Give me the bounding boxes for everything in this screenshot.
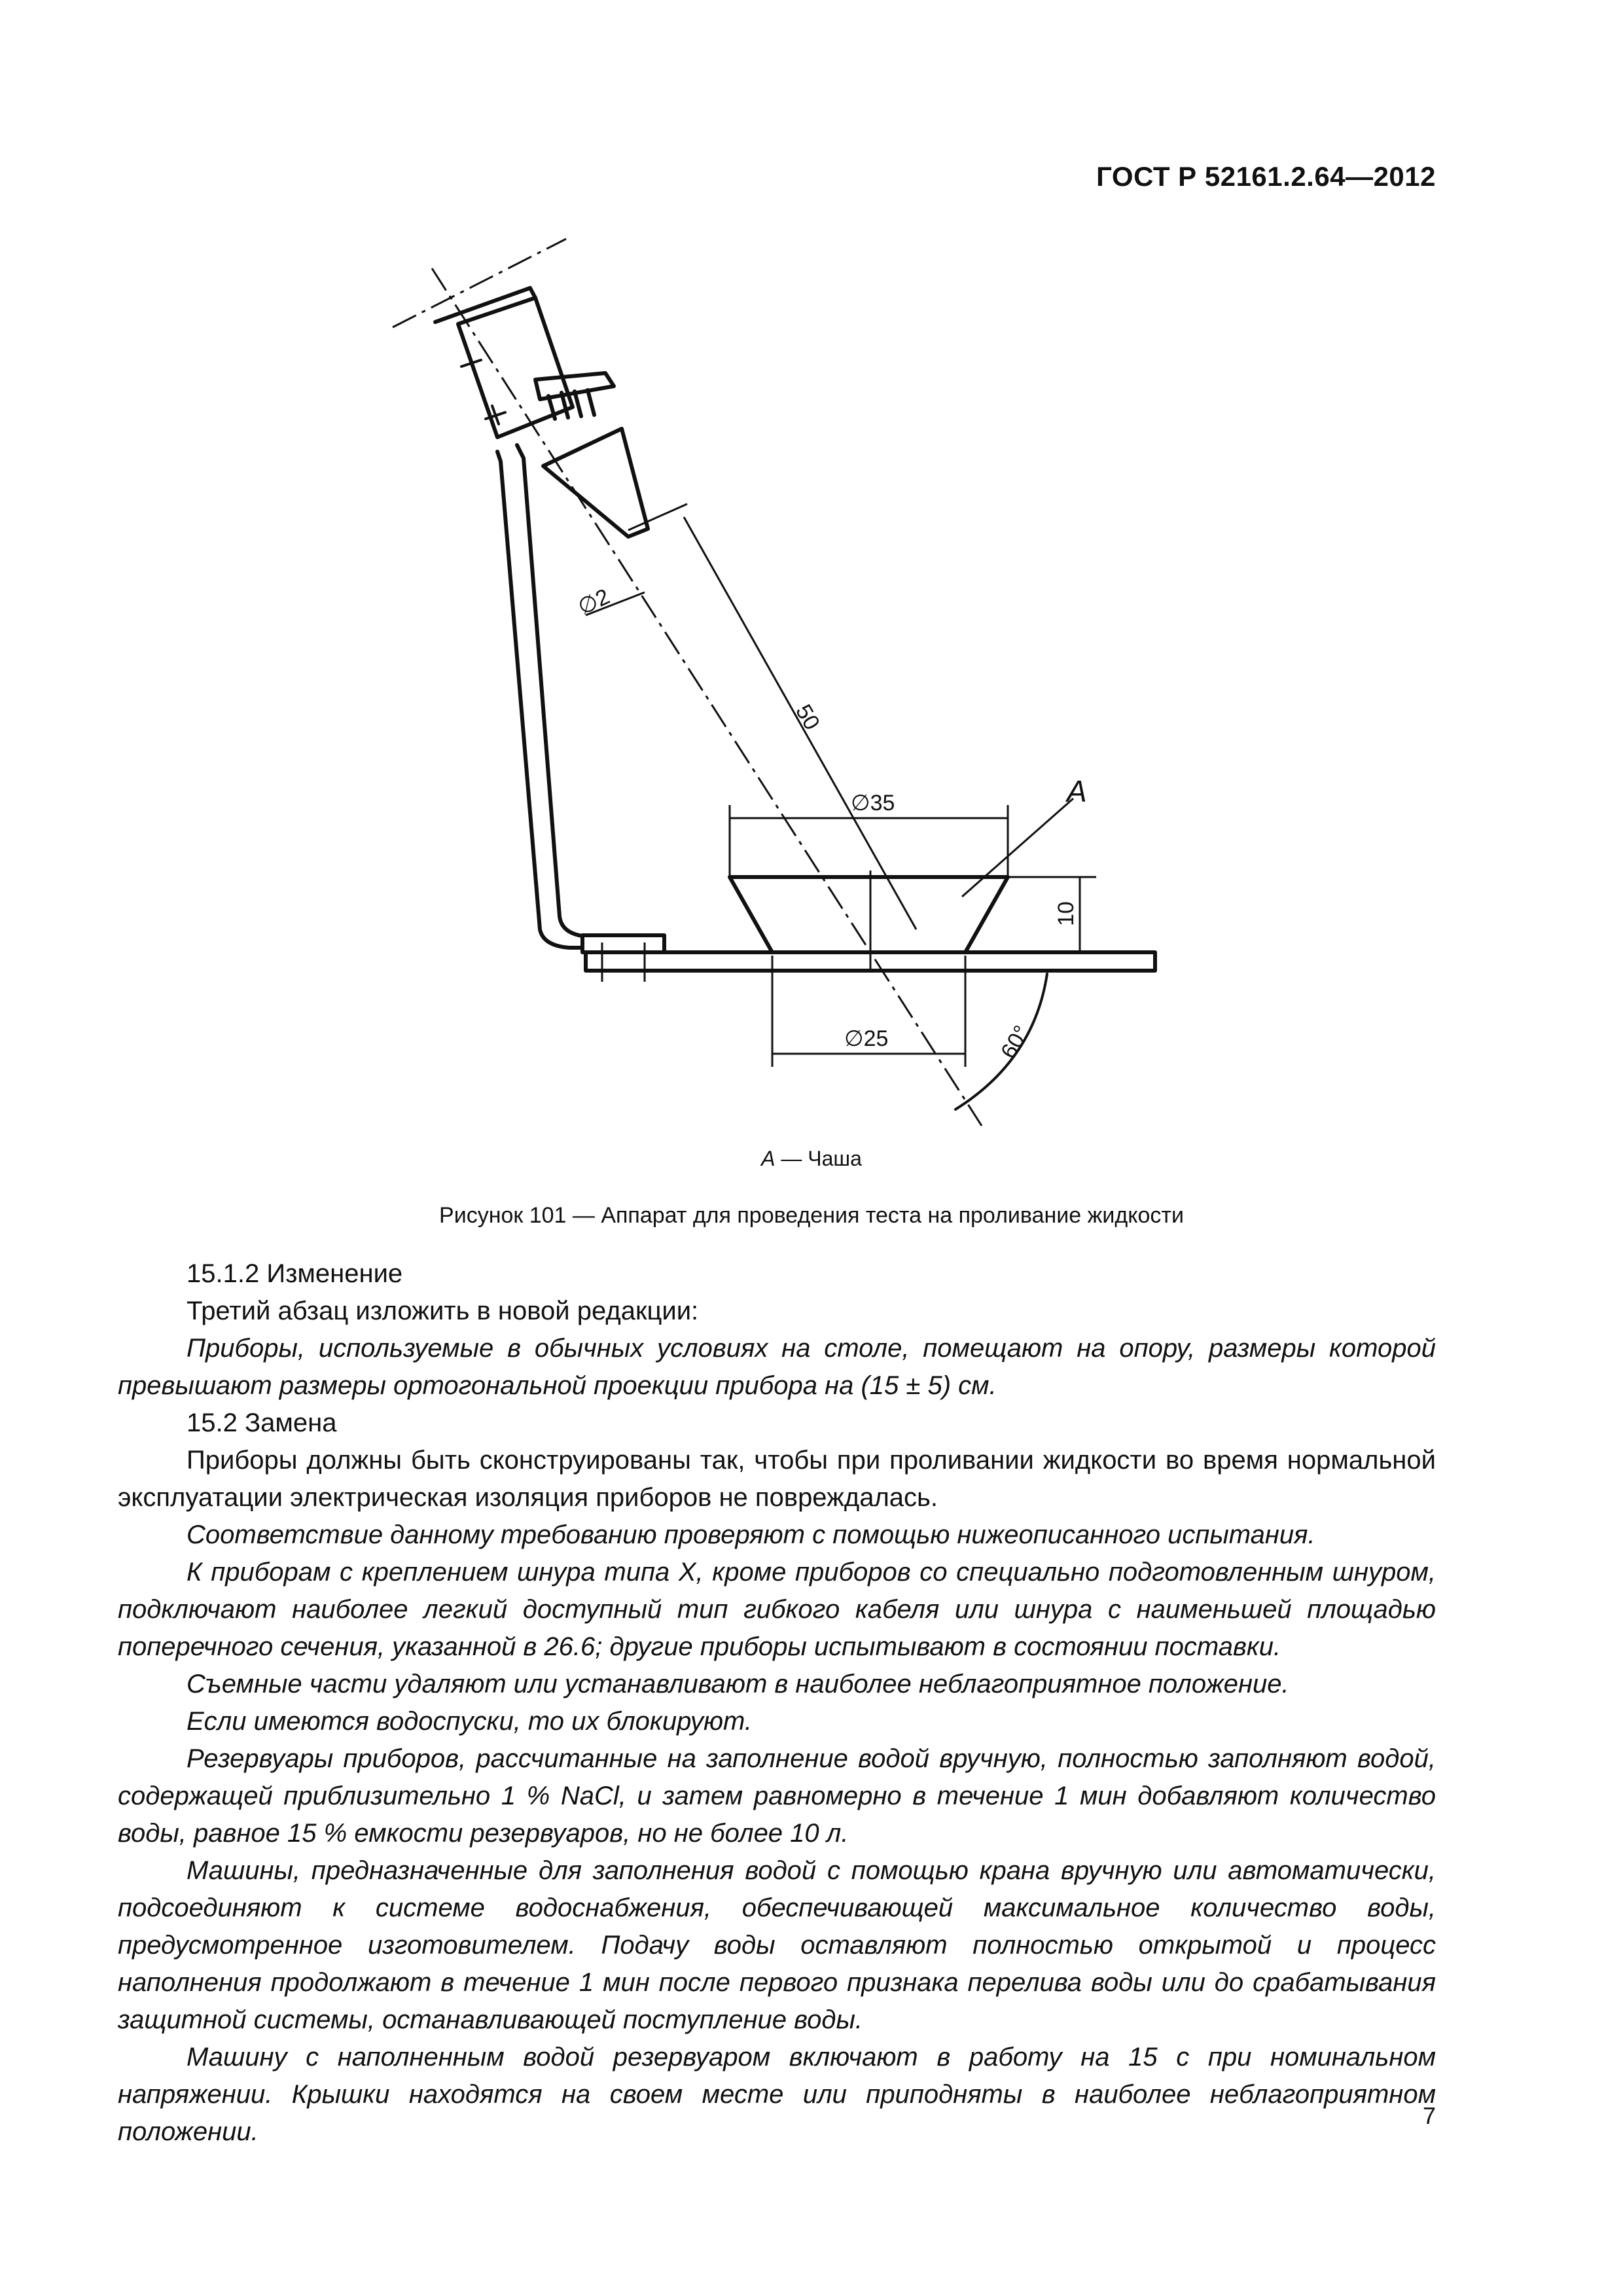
paragraph: Машины, предназначенные для заполнения водой с помощью крана вручную или автоматически, подсоединяют к системе водоснабжения, обеспечивающей максимальное количество воды, предусмотренное изготовителем. Подачу воды оставляют полностью открытой и процесс наполнения продолжают в течение 1 мин после первого признака перелива воды или до срабатывания защитной системы, останавливающей поступление воды. — [118, 1856, 1436, 2034]
dim-d25: ∅25 — [844, 1026, 889, 1051]
label-a: A — [1067, 774, 1087, 808]
paragraph: К приборам с креплением шнура типа X, кроме приборов со специально подготовленным шнуром, подключают наиболее легкий доступный тип гибкого кабеля или шнура с наименьшей площадью поперечного сечения, указанной в 26.6; другие приборы испытывают в состоянии поставки. — [118, 1558, 1436, 1661]
paragraph: 15.2 Замена — [187, 1408, 337, 1437]
figure-caption: Рисунок 101 — Аппарат для проведения теста на проливание жидкости — [439, 1203, 1184, 1228]
dim-60: 60° — [996, 1021, 1035, 1063]
paragraph: Если имеются водоспуски, то их блокируют. — [187, 1707, 753, 1736]
dim-d35: ∅35 — [851, 791, 895, 816]
dim-10: 10 — [1054, 901, 1079, 926]
paragraph: Третий абзац изложить в новой редакции: — [187, 1297, 699, 1325]
body-text — [118, 1255, 1436, 2151]
page-number: 7 — [1422, 2102, 1436, 2129]
paragraph: Соответствие данному требованию проверяют с помощью нижеописанного испытания. — [187, 1520, 1315, 1549]
dim-50: 50 — [791, 700, 825, 734]
nozzle-cone — [543, 429, 648, 537]
paragraph: Машину с наполненным водой резервуаром включают в работу на 15 с при номинальном напряжении. Крышки находятся на своем месте или приподняты в наиболее неблагоприятном положении. — [118, 2043, 1436, 2146]
bowl — [730, 877, 1008, 952]
jet-axis — [432, 268, 982, 1126]
support-arm — [497, 452, 582, 948]
paragraph: Приборы, используемые в обычных условиях на столе, помещают на опору, размеры которой превышают размеры ортогональной проекции прибора на (15 ± 5) см. — [118, 1334, 1436, 1400]
paragraph: Резервуары приборов, рассчитанные на заполнение водой вручную, полностью заполняют водой, содержащей приблизительно 1 % NaCl, и затем равномерно в течение 1 мин добавляют количество воды, равное 15 % емкости резервуаров, но не более 10 л. — [118, 1744, 1436, 1848]
figure-legend: A — Чаша — [761, 1147, 862, 1170]
document-code-header: ГОСТ Р 52161.2.64—2012 — [1096, 161, 1436, 192]
paragraph: Съемные части удаляют или устанавливают в наиболее неблагоприятное положение. — [187, 1670, 1289, 1698]
paragraph: Приборы должны быть сконструированы так, чтобы при проливании жидкости во время нормальной эксплуатации электрическая изоляция приборов не повреждалась. — [118, 1446, 1436, 1512]
paragraph: 15.1.2 Изменение — [187, 1259, 403, 1288]
clamp-block — [582, 935, 664, 952]
dim-d2: ∅2 — [574, 584, 614, 620]
